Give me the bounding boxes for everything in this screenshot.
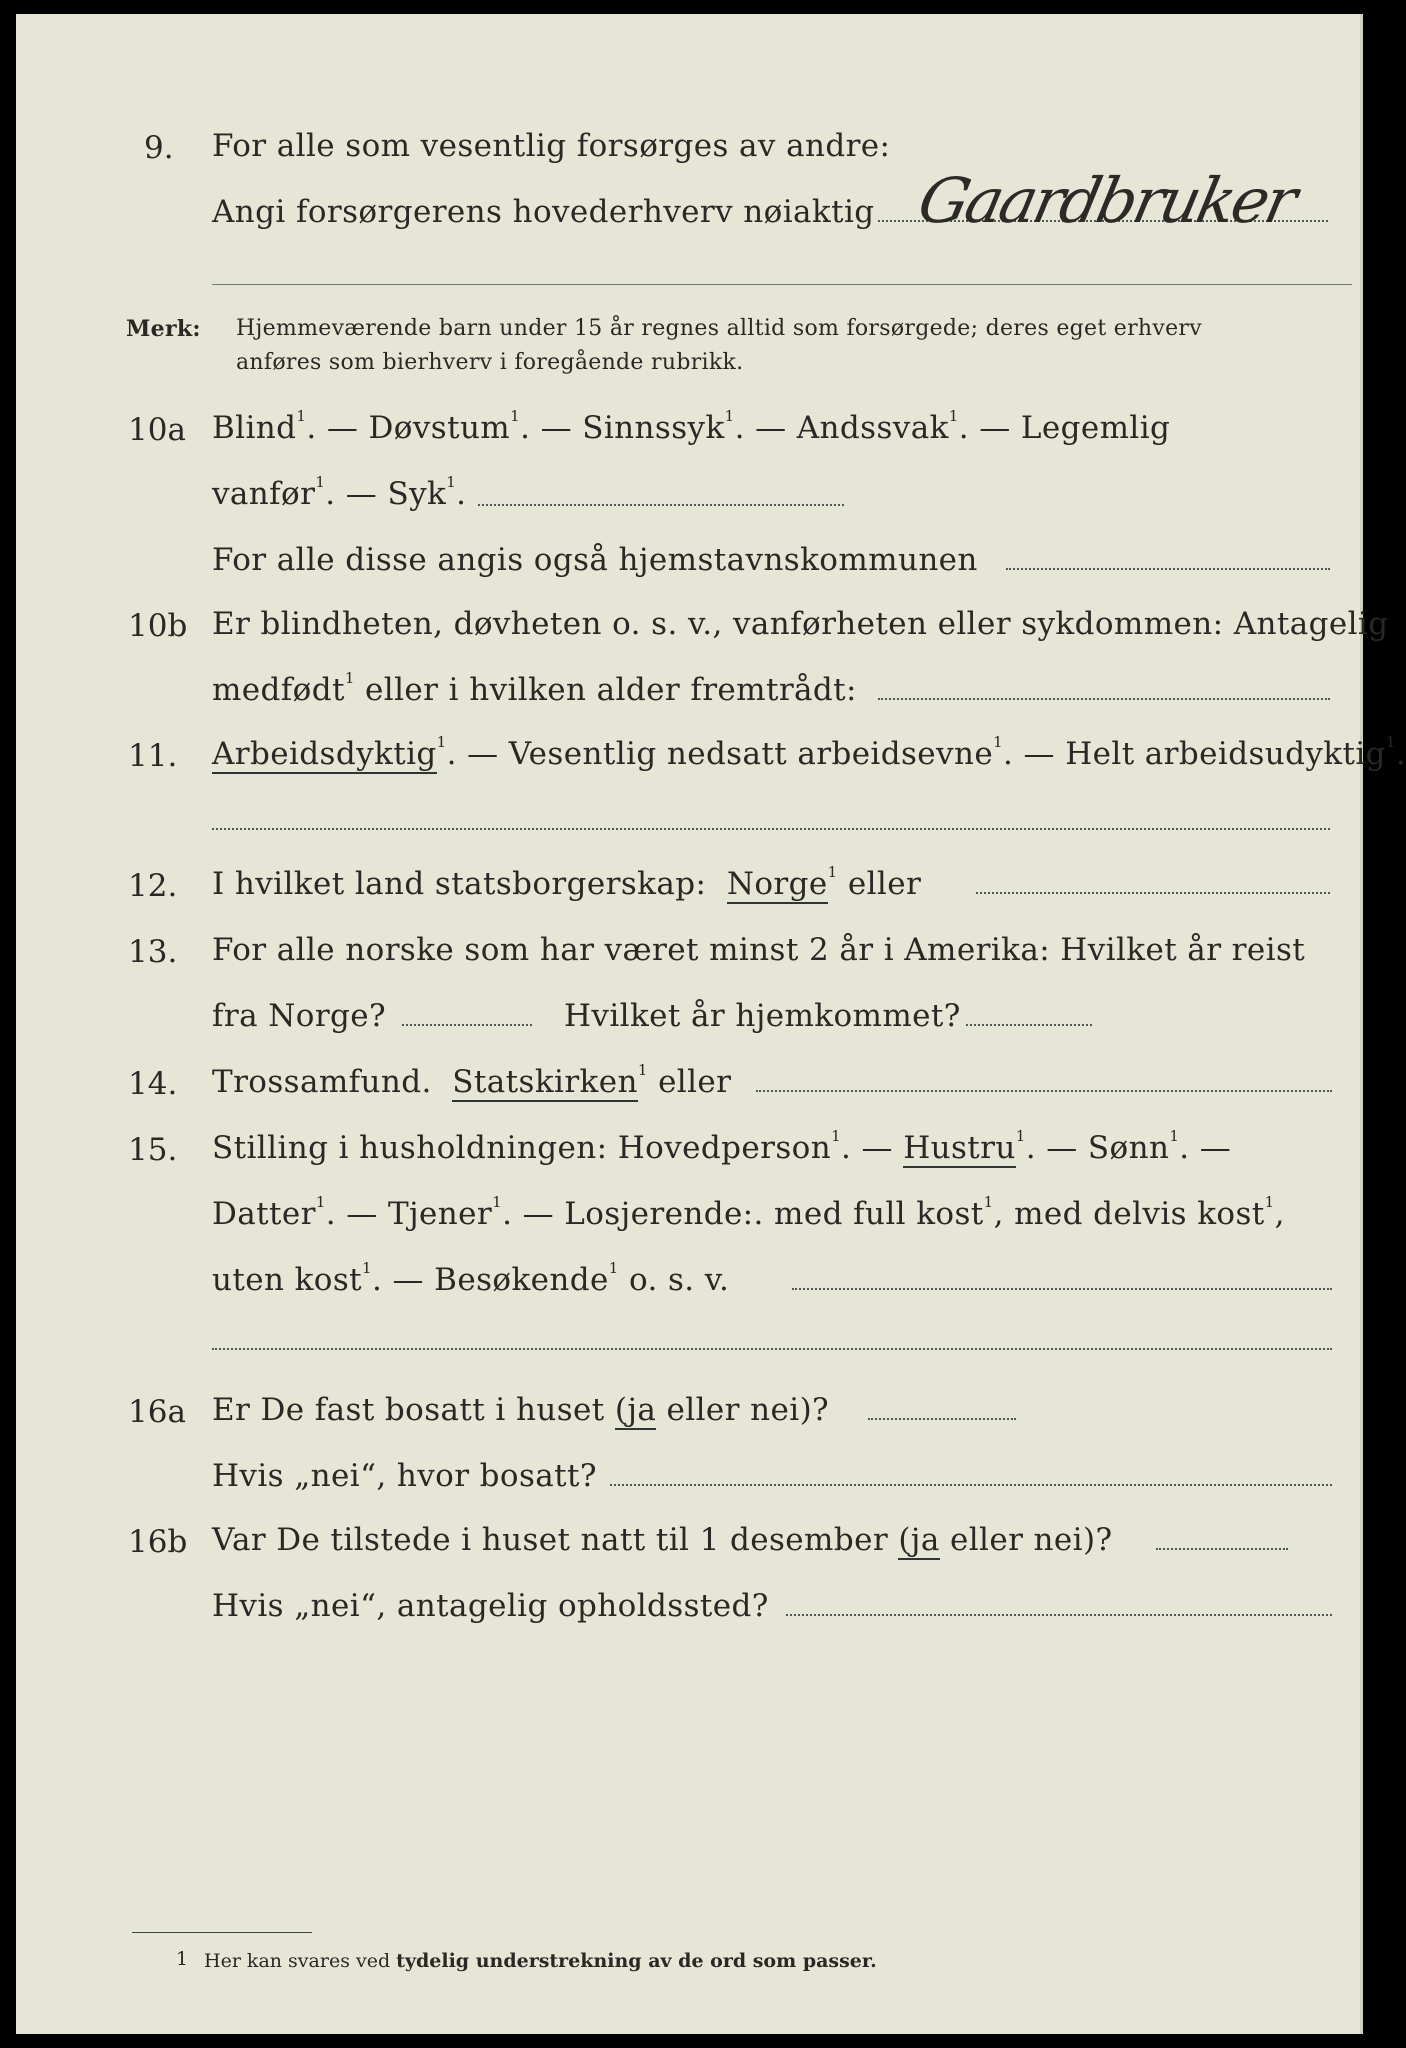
q10a-line1: Blind$^1$. — Døvstum$^1$. — Sinnssyk$^1$. — Andssvak$^1$. — Legemlig [212, 407, 1171, 446]
q14-number: 14. [128, 1066, 178, 1102]
opt-sinnssyk: Sinnssyk [582, 410, 725, 446]
q10a-number: 10a [128, 412, 186, 448]
q16b-opholdssted-line [786, 1614, 1332, 1616]
q14-line: Trossamfund. Statskirken$^1$ eller [212, 1061, 732, 1100]
opt-besokende: Besøkende [434, 1262, 609, 1298]
q16a-line1 [212, 1392, 829, 1430]
q10b-line1: Er blindheten, døvheten o. s. v., vanførheten eller sykdommen: Antagelig [212, 606, 1389, 642]
q16b-line1 [212, 1522, 1113, 1560]
q13-fra: fra Norge? [212, 998, 387, 1034]
q11-number: 11. [128, 738, 178, 774]
q16a-text: Er De fast bosatt i huset [212, 1392, 605, 1428]
opt-syk: Syk [387, 476, 447, 512]
footnote-text [204, 1950, 877, 1972]
q15-line1: Stilling i husholdningen: Hovedperson$^1$. — Hustru$^1$. — Sønn$^1$. — [212, 1127, 1232, 1166]
q16b-rest: eller nei)? [949, 1522, 1113, 1558]
q12-answer-line [976, 892, 1330, 894]
opt-sonn: Sønn [1087, 1130, 1170, 1166]
q12-number: 12. [128, 868, 178, 904]
opt-nedsatt: . — Vesentlig nedsatt arbeidsevne [446, 736, 994, 772]
q10a-line3: For alle disse angis også hjemstavnskommunen [212, 542, 978, 578]
opt-medfodt: medfødt [212, 672, 345, 708]
q11-line: Arbeidsdyktig$^1$. — Vesentlig nedsatt arbeidsevne$^1$. — Helt arbeidsudyktig$^1$. [212, 733, 1406, 772]
q16b-answer-line [1156, 1548, 1288, 1550]
q14-text: Trossamfund. [212, 1064, 432, 1100]
q13-number: 13. [128, 934, 178, 970]
opt-hustru-underlined: Hustru [903, 1130, 1016, 1166]
q16b-line2: Hvis „nei“, antagelig opholdssted? [212, 1588, 769, 1624]
q15-line3: uten kost$^1$. — Besøkende$^1$ o. s. v. [212, 1259, 730, 1298]
q16a-bosatt-line [610, 1484, 1332, 1486]
q13-fra-line [402, 1024, 532, 1026]
footnote-bold: tydelig understrekning av de ord som passer. [396, 1950, 877, 1972]
q10b-answer-line [878, 698, 1330, 700]
opt-vanfor: vanfør [212, 476, 316, 512]
q9-line1: For alle som vesentlig forsørges av andre: [212, 128, 891, 164]
opt-andssvak: Andssvak [796, 410, 949, 446]
q12-line: I hvilket land statsborgerskap: Norge$^1$ eller [212, 863, 922, 902]
q15-osv: o. s. v. [628, 1262, 730, 1298]
opt-hovedperson: Stilling i husholdningen: Hovedperson [212, 1130, 832, 1166]
opt-ja-underlined: (ja [898, 1522, 940, 1558]
q9-handwritten-answer: Gaardbruker [912, 164, 1301, 237]
q13-hjem: Hvilket år hjemkommet? [564, 998, 961, 1034]
footnote-rule [132, 1932, 312, 1933]
q10a-syk-line [478, 504, 844, 506]
opt-datter: Datter [212, 1196, 316, 1232]
opt-delvis-kost: , med delvis kost [993, 1196, 1265, 1232]
q12-eller: eller [847, 866, 922, 902]
q16a-number: 16a [128, 1394, 186, 1430]
merk-label: Merk: [126, 316, 201, 342]
census-form-page [16, 14, 1406, 2034]
q9-number: 9. [144, 130, 174, 166]
q10a-kommune-line [1006, 568, 1330, 570]
opt-arbeidsdyktig-underlined: Arbeidsdyktig [212, 736, 437, 772]
opt-norge-underlined: Norge [726, 866, 828, 902]
q10b-line2: medfødt$^1$ eller i hvilken alder fremtrådt: [212, 669, 857, 708]
q14-answer-line [756, 1090, 1332, 1092]
q14-eller: eller [658, 1064, 732, 1100]
opt-uten-kost: uten kost [212, 1262, 363, 1298]
q16b-number: 16b [128, 1524, 188, 1560]
q11-extra-line [212, 828, 1330, 830]
q10b-number: 10b [128, 608, 188, 644]
opt-statskirken-underlined: Statskirken [452, 1064, 638, 1100]
q12-text: I hvilket land statsborgerskap: [212, 866, 707, 902]
q16a-answer-line [868, 1418, 1016, 1420]
q10a-line2: vanfør$^1$. — Syk$^1$. [212, 473, 467, 512]
q9-line2: Angi forsørgerens hovederhverv nøiaktig [212, 194, 875, 230]
merk-line2: anføres som bierhverv i foregående rubrikk. [236, 350, 744, 375]
opt-dovstum: Døvstum [368, 410, 511, 446]
opt-blind: Blind [212, 410, 297, 446]
q15-extra-line [212, 1348, 1332, 1350]
q10b-line2-rest: eller i hvilken alder fremtrådt: [365, 672, 857, 708]
footnote-mark: 1 [176, 1948, 189, 1970]
q13-hjem-line [966, 1024, 1092, 1026]
opt-udyktig: . — Helt arbeidsudyktig [1003, 736, 1386, 772]
opt-legemlig: Legemlig [1020, 410, 1171, 446]
opt-ja-underlined: (ja [614, 1392, 657, 1428]
q9-extra-line [212, 284, 1352, 285]
q15-answer-line [792, 1288, 1332, 1290]
q16b-text: Var De tilstede i huset natt til 1 desember [212, 1522, 889, 1558]
footnote-plain: Her kan svares ved [204, 1950, 391, 1972]
q16a-line2: Hvis „nei“, hvor bosatt? [212, 1458, 597, 1494]
q13-line1: For alle norske som har været minst 2 år i Amerika: Hvilket år reist [212, 932, 1306, 968]
opt-tjener: Tjener [387, 1196, 493, 1232]
q15-line2: Datter$^1$. — Tjener$^1$. — Losjerende:. med full kost$^1$, med delvis kost$^1$, [212, 1193, 1285, 1232]
merk-line1: Hjemmeværende barn under 15 år regnes alltid som forsørgede; deres eget erhverv [236, 316, 1202, 341]
q15-number: 15. [128, 1132, 178, 1168]
q16a-rest: eller nei)? [666, 1392, 830, 1428]
opt-losjerende: Losjerende:. med full kost [564, 1196, 984, 1232]
